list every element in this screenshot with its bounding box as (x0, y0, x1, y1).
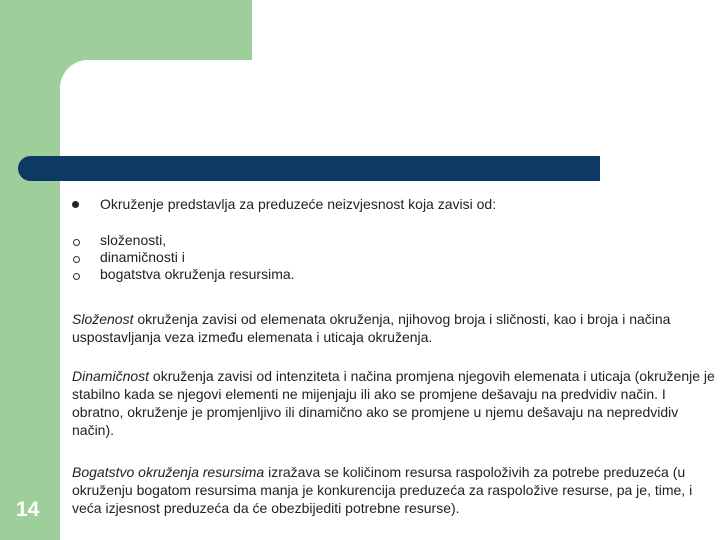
paragraph-dinamicnost (72, 367, 717, 439)
slide-number: 14 (16, 498, 40, 521)
sub-bullet-text: dinamičnosti i (100, 249, 185, 265)
term-italic: Bogatstvo okruženja resursima (72, 464, 265, 480)
bullet-dot-icon (72, 201, 79, 208)
term-italic: Složenost (72, 311, 134, 327)
paragraph-slozenost (72, 310, 717, 346)
term-italic: Dinamičnost (72, 368, 150, 384)
title-bar (18, 156, 600, 181)
paragraph-bogatstvo (72, 463, 717, 517)
main-bullet-text: Okruženje predstavlja za preduzeće neizvjesnost koja zavisi od: (100, 196, 497, 212)
paragraph-text: okruženja zavisi od intenziteta i načina promjena njegovih elemenata i uticaja (okruženje je stabilno kada se njegovi elementi ne mijenjaju ili ako se promjene dešavaju na predvidiv način. I obratno, okruženje je promjenljivo ili dinamično ako se promjene u njemu dešavaju na nepredvidiv način). (72, 368, 715, 438)
hollow-bullet-icon (73, 239, 80, 246)
hollow-bullet-icon (73, 273, 80, 280)
sub-bullet-text: složenosti, (100, 232, 167, 248)
sub-bullet-text: bogatstva okruženja resursima. (100, 266, 295, 282)
paragraph-text: okruženja zavisi od elemenata okruženja, njihovog broja i sličnosti, kao i broja i načina uspostavljanja veza između elemenata i uticaja okruženja. (72, 311, 671, 345)
hollow-bullet-icon (73, 256, 80, 263)
paragraph-text: izražava se količinom resursa raspoloživih za potrebe preduzeća (u okruženju bogatom resursima manja je konkurencija preduzeća za raspoložive resurse, pa je, time, i veća izjesnost preduzeća da će obezbijediti potrebne resurse). (72, 464, 693, 516)
